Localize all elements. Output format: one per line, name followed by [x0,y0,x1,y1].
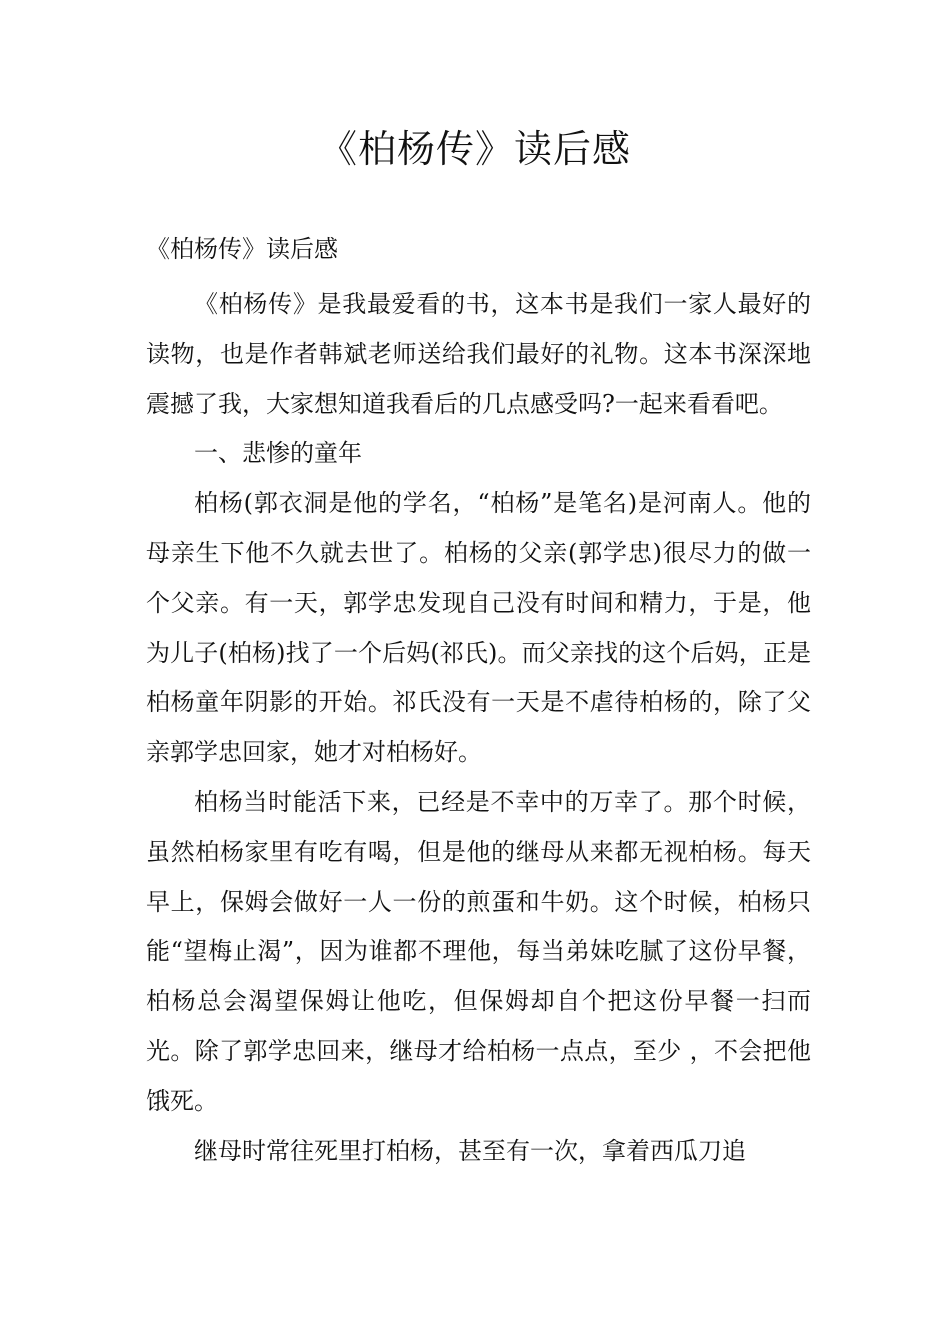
document-title: 《柏杨传》读后感 [318,127,631,171]
section-heading: 一、悲惨的童年 [194,439,362,468]
paragraph-stepmother: 继母时常往死里打柏杨，甚至有一次，拿着西瓜刀追 [194,1136,746,1165]
paragraph-intro: 《柏杨传》是我最爱看的书，这本书是我们一家人最好的读物，也是作者韩斌老师送给我们最好的礼物。这本书深深地震撼了我，大家想知道我看后的几点感受吗?一起来看看吧。 [146,290,811,418]
document-body [146,280,811,1176]
document-subtitle: 《柏杨传》读后感 [146,235,338,263]
paragraph-survival: 柏杨当时能活下来，已经是不幸中的万幸了。那个时候，虽然柏杨家里有吃有喝，但是他的继母从来都无视柏杨。每天早上，保姆会做好一人一份的煎蛋和牛奶。这个时候，柏杨只能“望梅止渴”，因为谁都不理他，每当弟妹吃腻了这份早餐，柏杨总会渴望保姆让他吃，但保姆却自个把这份早餐一扫而光。除了郭学忠回来，继母才给柏杨一点点，至少 ，不会把他饿死。 [146,787,811,1115]
paragraph-childhood: 柏杨(郭衣洞是他的学名，“柏杨”是笔名)是河南人。他的母亲生下他不久就去世了。柏杨的父亲(郭学忠)很尽力的做一个父亲。有一天，郭学忠发现自己没有时间和精力，于是，他为儿子(柏杨)找了一个后妈(祁氏)。而父亲找的这个后妈，正是柏杨童年阴影的开始。祁氏没有一天是不虐待柏杨的，除了父亲郭学忠回家，她才对柏杨好。 [146,489,811,767]
